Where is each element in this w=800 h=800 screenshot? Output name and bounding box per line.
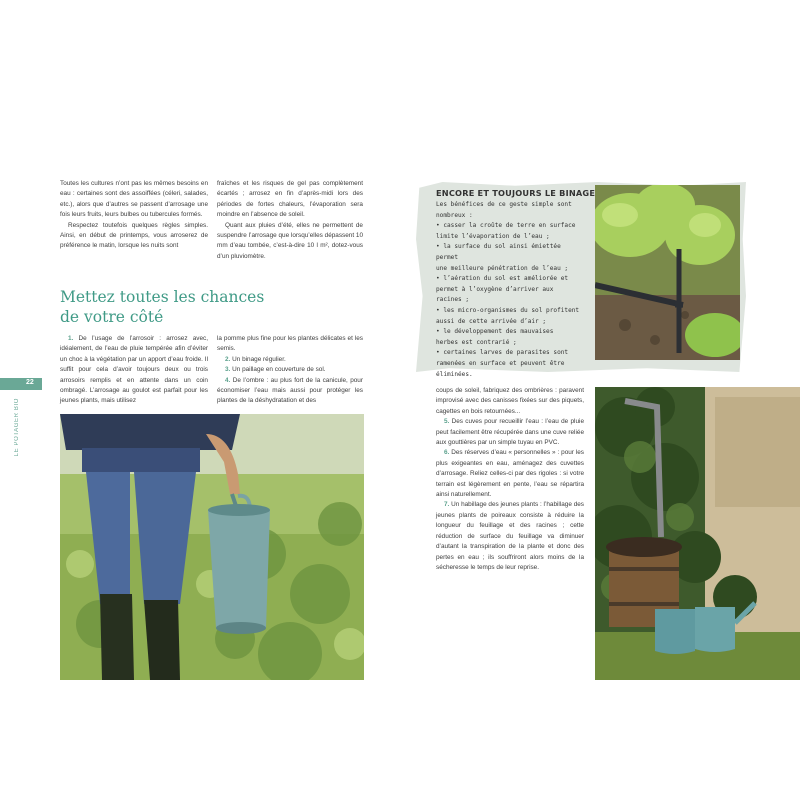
box-line: • le développement des mauvaises: [436, 328, 554, 336]
tip-number: 7.: [444, 501, 450, 509]
tip-text: Un paillage en couverture de sol.: [230, 366, 326, 374]
intro-column-1: [60, 179, 208, 252]
box-line: racines ;: [436, 296, 470, 304]
box-line: ramenées en surface et peuvent être: [436, 359, 565, 367]
box-line: aussi de cette arrivée d’air ;: [436, 317, 547, 325]
tip-text: De l’ombre : au plus fort de la canicule, pour économiser l’eau mais aussi pour protéger les plantes de la déshydratation et des: [217, 376, 363, 405]
tip-text: Des réserves d’eau « personnelles » : pour les plus exigeantes en eau, aménagez des cuvettes d’arrosage. Reliez celles-ci par des rigoles : si votre terrain est légèrement en pente, l’eau se répartira ainsi naturellement.: [436, 449, 584, 499]
section-heading-line: de votre côté: [60, 308, 164, 326]
box-line: • les micro-organismes du sol profitent: [436, 306, 580, 314]
intro-paragraph: Toutes les cultures n’ont pas les mêmes besoins en eau : certaines sont des assoiffées (céleri, salades, etc.), alors que d’autres se passent d’arrosage une fois leurs fruits, leurs bulbes ou tubercules formés.: [60, 180, 208, 219]
rain-barrel-illustration: [595, 387, 800, 680]
tip-number: 6.: [444, 449, 450, 457]
box-line: • casser la croûte de terre en surface: [436, 222, 576, 230]
intro-paragraph: Respectez toutefois quelques règles simples. Ainsi, en début de printemps, vous arroserez de préférence le matin, lorsque les nuits sont: [60, 221, 208, 250]
tip-number: 3.: [225, 366, 231, 374]
page-tab: [0, 378, 42, 390]
tip-continuation: coups de soleil, fabriquez des ombrières : paravent improvisé avec des canisses fixées sur des piquets, cagettes en bois retournées...: [436, 387, 584, 415]
gardener-with-watering-can-photo: [60, 414, 364, 680]
running-head: LE POTAGER BIO: [14, 398, 20, 457]
tips-column-3: [436, 386, 584, 573]
box-body: [436, 200, 584, 380]
tip-text: Un habillage des jeunes plants : l’habillage des jeunes plants de poireaux consiste à réduire la longueur du feuillage et des racines ; cette réduction de surface du feuillage va diminuer d’autant la transpiration de la plante et donc des pertes en eau ; ils souffriront alors moins de la sécheresse le temps de leur reprise.: [436, 501, 584, 571]
tip-item: [436, 448, 584, 500]
hoe-photo-illustration: [595, 185, 740, 360]
hoe-in-lettuce-photo: [595, 185, 740, 360]
box-line: une meilleure pénétration de l’eau ;: [436, 264, 569, 272]
tip-text: Un binage régulier.: [230, 355, 286, 363]
box-line: Les bénéfices de ce geste simple sont: [436, 201, 572, 208]
box-line: • certaines larves de parasites sont: [436, 349, 569, 357]
section-heading-line: Mettez toutes les chances: [60, 288, 265, 306]
tip-text: Des cuves pour recueillir l’eau : l’eau de pluie peut facilement être récupérée dans une cuve reliée aux gouttières par un simple tuyau en PVC.: [436, 418, 584, 447]
tip-continuation: la pomme plus fine pour les plantes délicates et les semis.: [217, 335, 363, 353]
box-line: • l’aération du sol est améliorée et: [436, 275, 569, 283]
tip-number: 5.: [444, 418, 450, 426]
section-heading: [60, 287, 320, 327]
tips-column-1: [60, 334, 208, 407]
box-line: limite l’évaporation de l’eau ;: [436, 232, 550, 240]
tip-item: [217, 355, 363, 365]
box-line: permet à l’oxygène d’arriver aux: [436, 285, 554, 293]
tip-number: 2.: [225, 355, 231, 363]
tip-item: [217, 365, 363, 375]
box-line: nombreux :: [436, 211, 473, 219]
page-number: 22: [26, 379, 34, 386]
intro-paragraph: Quant aux pluies d’été, elles ne permettent de suspendre l’arrosage que lorsqu’elles dépassent 10 mm d’eau tombée, c’est-à-dire 10 l m², dotez-vous d’un pluviomètre.: [217, 221, 364, 260]
intro-paragraph: fraîches et les risques de gel pas complètement écartés ; arrosez en fin d’après-midi lors des périodes de fortes chaleurs, l’évaporation sera moindre en l’absence de soleil.: [217, 180, 363, 219]
tips-column-2: [217, 334, 363, 407]
tip-number: 1.: [68, 335, 74, 342]
box-line: • la surface du sol ainsi émiettée permet: [436, 243, 561, 261]
tip-item: [217, 376, 363, 407]
gardener-photo-illustration: [60, 414, 364, 680]
box-line: herbes est contrarié ;: [436, 338, 517, 346]
intro-column-2: [217, 179, 363, 262]
tip-item: [60, 334, 208, 407]
tip-text: De l’usage de l’arrosoir : arrosez avec, idéalement, de l’eau de pluie tempérée afin d’éviter un choc à la végétation par un apport d’eau froide. Il suffit pour cela d’avoir toujours deux ou trois arrosoirs remplis et en attente dans un coin ombragé. L’arrosage au goulot est parfait pour les jeunes plants, mais utilisez: [60, 335, 208, 405]
rain-barrel-and-watering-cans-photo: [595, 387, 800, 680]
box-line: éliminées.: [436, 370, 473, 378]
tip-item: [436, 500, 584, 573]
tip-item: [436, 417, 584, 448]
tip-number: 4.: [225, 376, 231, 384]
box-title: ENCORE ET TOUJOURS LE BINAGE: [436, 188, 596, 198]
